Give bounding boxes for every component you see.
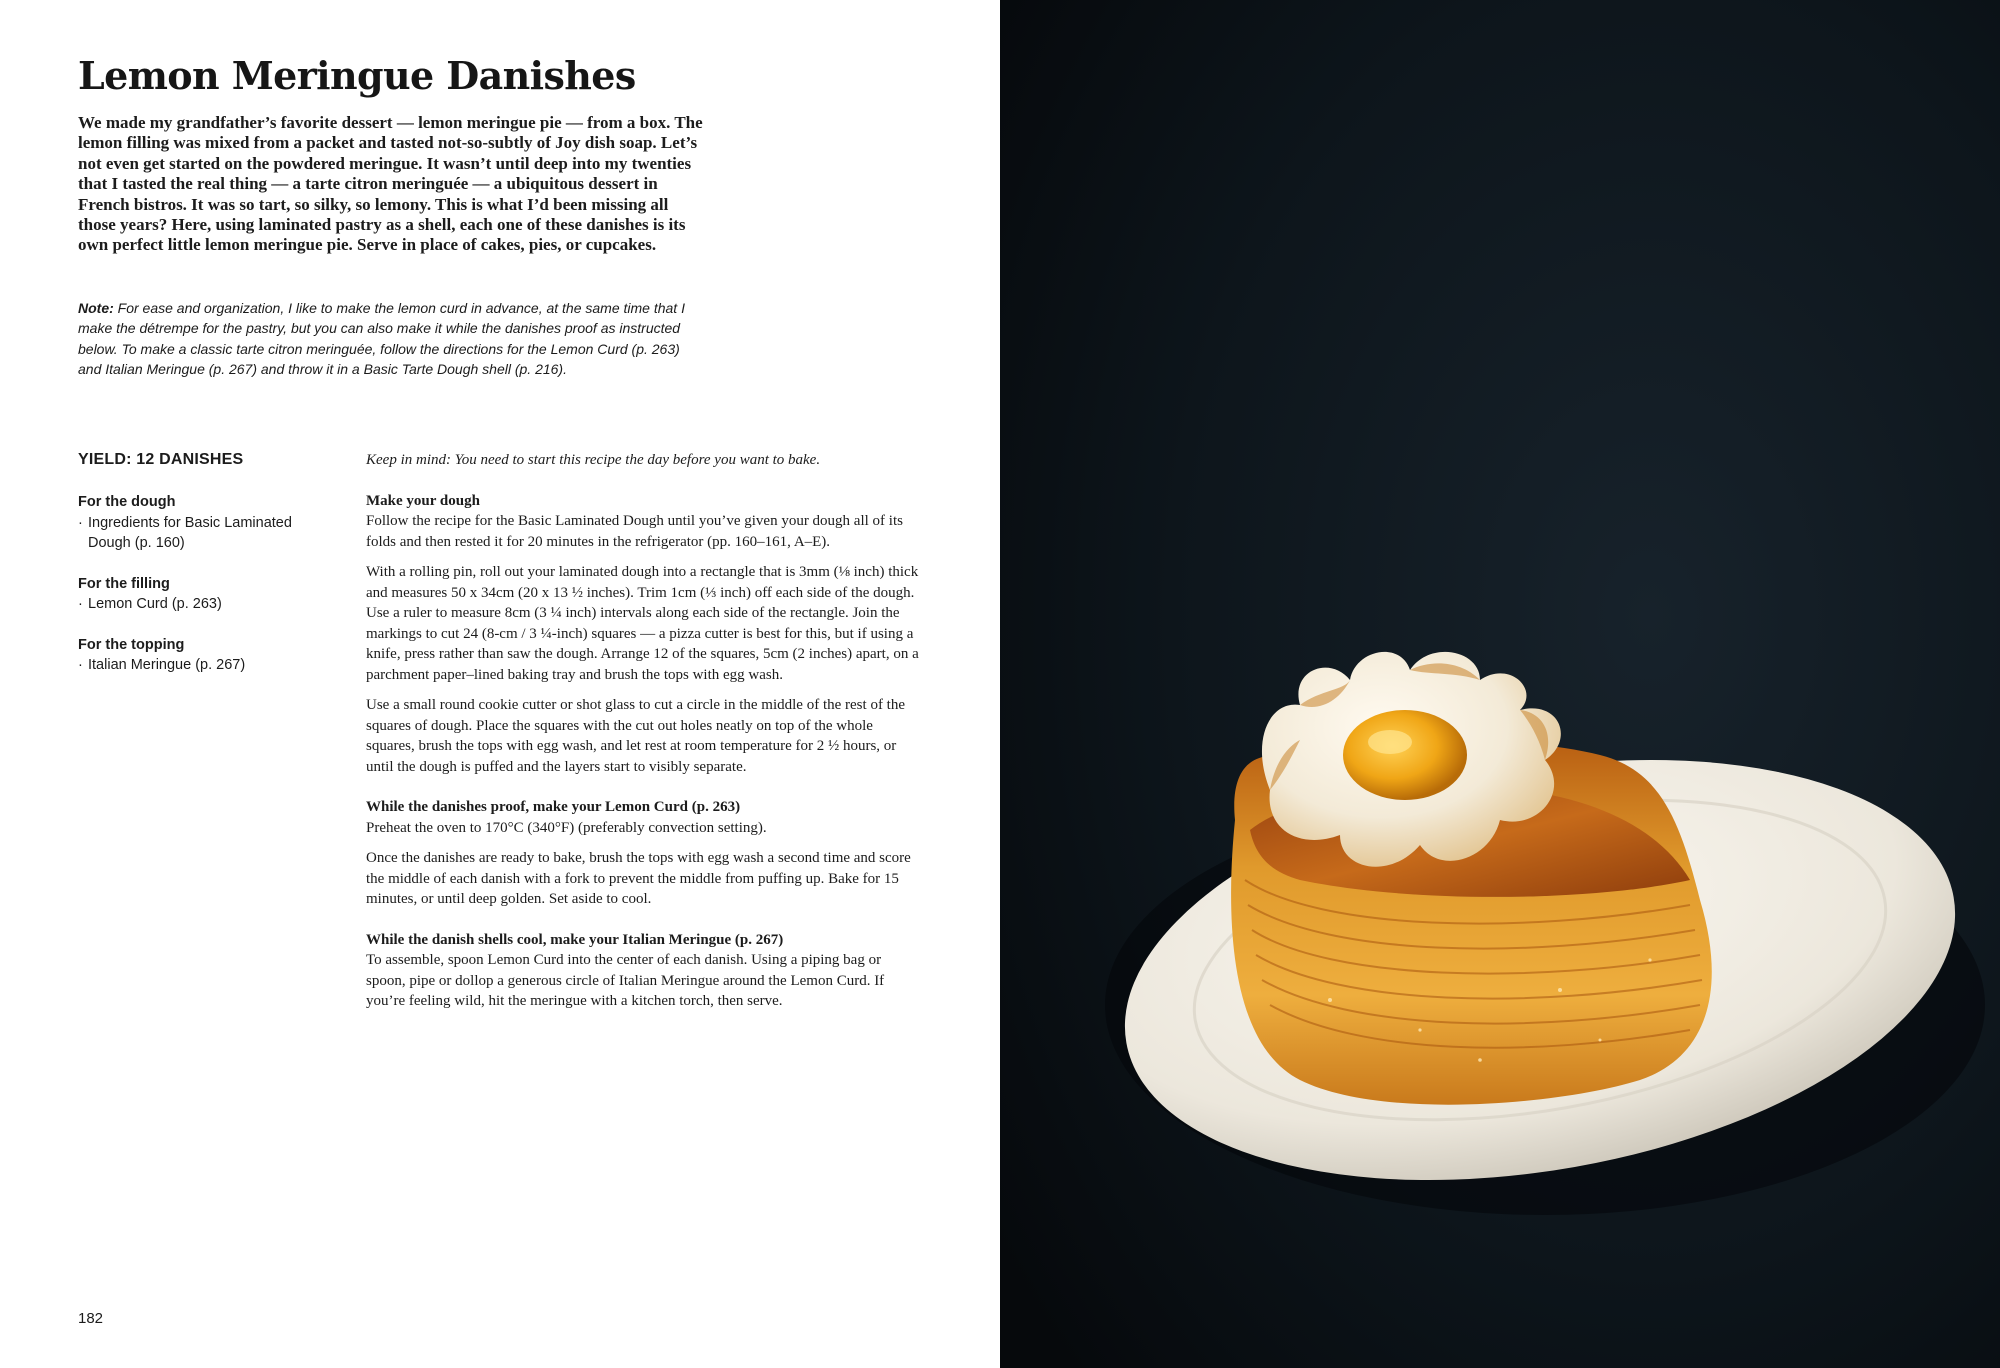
ingredient-text: Lemon Curd (p. 263) — [88, 596, 222, 612]
page-number: 182 — [78, 1310, 104, 1327]
method-paragraph: With a rolling pin, roll out your laminated dough into a rectangle that is 3mm (⅛ inch) thick and measures 50 x 34cm (20 x 13 ½ inches). Trim 1cm (⅓ inch) off each side of the dough. Use a ruler to measure 8cm (3 ¼ inch) intervals along each side of the rectangle. Join the markings to cut 24 (8-cm / 3 ¼-inch) squares — a pizza cutter is best for this, but if using a knife, press rather than saw the dough. Arrange 12 of the squares, 5cm (2 inches) apart, on a parchment paper–lined baking tray and brush the tops with egg wash. — [366, 564, 919, 683]
ingredient-group-topping — [78, 635, 328, 676]
ingredient-text: Ingredients for Basic Laminated Dough (p. 160) — [88, 514, 292, 551]
recipe-note — [78, 298, 698, 380]
step-heading-curd: While the danishes proof, make your Lemon Curd (p. 263) — [366, 799, 741, 815]
bullet: · — [78, 514, 83, 531]
keep-in-mind-note: Keep in mind: You need to start this recipe the day before you want to bake. — [366, 452, 821, 468]
ingredient-item — [78, 655, 328, 676]
ingredients-list — [78, 492, 328, 696]
ingredient-heading: For the filling — [78, 575, 170, 592]
method-paragraph: Preheat the oven to 170°C (340°F) (preferably convection setting). — [366, 819, 767, 836]
bullet: · — [78, 657, 83, 673]
recipe-yield: YIELD: 12 DANISHES — [78, 451, 244, 468]
lemon-curd — [1343, 710, 1467, 800]
ingredient-group-dough — [78, 492, 328, 554]
ingredient-item — [78, 594, 328, 615]
ingredient-group-filling — [78, 574, 328, 615]
method-paragraph: To assemble, spoon Lemon Curd into the center of each danish. Using a piping bag or spoon, pipe or dollop a generous circle of Italian Meringue around the Lemon Curd. If you’re feeling wild, hit the meringue with a kitchen torch, then serve. — [366, 952, 885, 1009]
ingredient-text: Italian Meringue (p. 267) — [88, 657, 246, 673]
curd-highlight — [1368, 730, 1412, 754]
ingredient-heading: For the topping — [78, 636, 185, 653]
ingredient-item — [78, 513, 328, 554]
step-heading-meringue: While the danish shells cool, make your Italian Meringue (p. 267) — [366, 931, 784, 948]
method-steps — [366, 450, 924, 1022]
note-label: Note: — [78, 300, 114, 316]
recipe-intro: We made my grandfather’s favorite dessert — lemon meringue pie — from a box. The lemon filling was mixed from a packet and tasted not-so-subtly of Joy dish soap. Let’s not even get started on the powdered meringue. It wasn’t until deep into my twenties that I tasted the real thing — a tarte citron meringuée — a ubiquitous dessert in French bistros. It was so tart, so silky, so lemony. This is what I’d been missing all those years? Here, using laminated pastry as a shell, each one of these danishes is its own perfect little lemon meringue pie. Serve in place of cakes, pies, or cupcakes. — [78, 113, 703, 255]
bullet: · — [78, 596, 83, 612]
ingredient-heading: For the dough — [78, 494, 176, 510]
note-text: For ease and organization, I like to make the lemon curd in advance, at the same time that I make the détrempe for the pastry, but you can also make it while the danishes proof as instructed below. To make a classic tarte citron meringuée, follow the directions for the Lemon Curd (p. 263) and Italian Meringue (p. 267) and throw it in a Basic Tarte Dough shell (p. 216). — [78, 300, 685, 378]
method-paragraph: Follow the recipe for the Basic Laminated Dough until you’ve given your dough all of its folds and then rested it for 20 minutes in the refrigerator (pp. 160–161, A–E). — [366, 513, 903, 550]
method-paragraph: Use a small round cookie cutter or shot glass to cut a circle in the middle of the rest of the squares of dough. Place the squares with the cut out holes neatly on top of the whole squares, brush the tops with egg wash, and let rest at room temperature for 2 ½ hours, or until the dough is puffed and the layers start to visibly separate. — [366, 697, 906, 775]
step-heading-dough: Make your dough — [366, 492, 480, 509]
recipe-title: Lemon Meringue Danishes — [78, 53, 636, 98]
lemon-meringue-danish-photo — [1000, 0, 2000, 1368]
method-paragraph: Once the danishes are ready to bake, brush the tops with egg wash a second time and score the middle of each danish with a fork to prevent the middle from puffing up. Bake for 15 minutes, or until deep golden. Set aside to cool. — [366, 850, 911, 907]
